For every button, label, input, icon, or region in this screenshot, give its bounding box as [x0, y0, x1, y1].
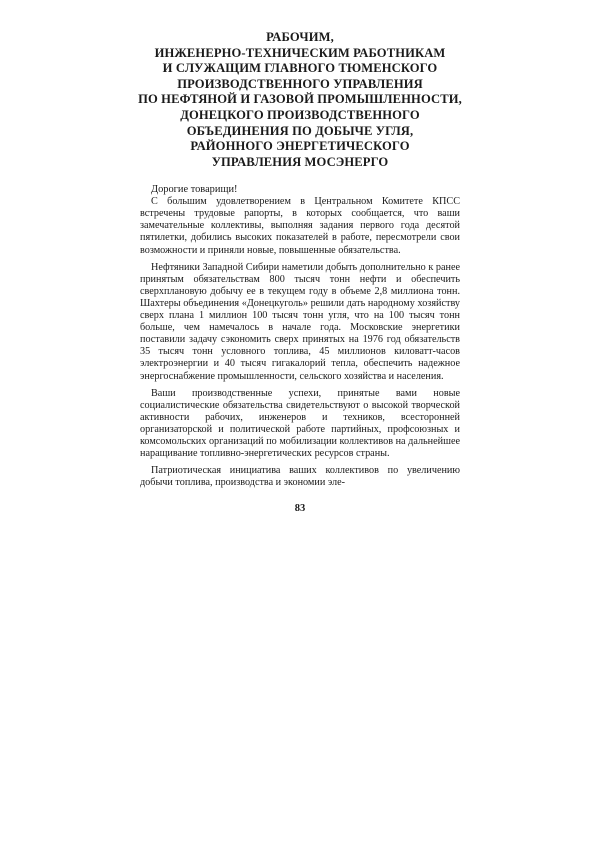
- page-number: 83: [294, 503, 306, 514]
- address-heading: [120, 30, 480, 170]
- heading-line: И СЛУЖАЩИМ ГЛАВНОГО ТЮМЕНСКОГО: [162, 61, 438, 76]
- letter-body: [140, 184, 460, 489]
- heading-line: ПО НЕФТЯНОЙ И ГАЗОВОЙ ПРОМЫШЛЕННОСТИ,: [138, 92, 462, 107]
- heading-line: УПРАВЛЕНИЯ МОСЭНЕРГО: [211, 154, 389, 169]
- heading-line: ИНЖЕНЕРНО-ТЕХНИЧЕСКИМ РАБОТНИКАМ: [154, 45, 446, 60]
- heading-line: РАБОЧИМ,: [266, 30, 334, 44]
- heading-line: РАЙОННОГО ЭНЕРГЕТИЧЕСКОГО: [190, 139, 410, 154]
- paragraph: С большим удовлетворением в Центральном Комитете КПСС встречены трудовые рапорты, в которых сообщается, что ваши замечательные коллективы, выполняя задания первого года десятой пятилетки, добились высоких показателей в работе, пересмотрели свои возможности и приняли новые, повышенные обязательства.: [140, 196, 460, 256]
- greeting: Дорогие товарищи!: [151, 184, 238, 195]
- heading-line: ОБЪЕДИНЕНИЯ ПО ДОБЫЧЕ УГЛЯ,: [186, 123, 414, 138]
- paragraph: Патриотическая инициатива ваших коллективов по увеличению добычи топлива, производства и экономии эле-: [140, 465, 460, 489]
- paragraph: Ваши производственные успехи, принятые вами новые социалистические обязательства свидетельствуют о высокой творческой активности рабочих, инженеров и техников, всесторонней организаторской и политической работе партийных, профсоюзных и комсомольских организаций по мобилизации коллективов на дальнейшее наращивание топливно-энергетических ресурсов страны.: [140, 387, 460, 460]
- heading-line: ПРОИЗВОДСТВЕННОГО УПРАВЛЕНИЯ: [177, 76, 423, 91]
- heading-line: ДОНЕЦКОГО ПРОИЗВОДСТВЕННОГО: [180, 107, 420, 122]
- paragraph: Нефтяники Западной Сибири наметили добыть дополнительно к ранее принятым обязательствам 800 тысяч тонн нефти и обеспечить сверхплановую добычу ее в текущем году в объеме 2,8 миллиона тонн. Шахтеры объединения «Донецкуголь» решили дать народному хозяйству сверх плана 1 миллион 100 тысяч тонн угля, что на 100 тысяч тонн больше, чем намечалось в начале года. Московские энергетики поставили задачу сэкономить сверх принятых на 1976 год обязательств 35 тысяч тонн условного топлива, 45 миллионов киловатт-часов электроэнергии и 40 тысяч гигакалорий тепла, обеспечить надежное энергоснабжение промышленности, сельского хозяйства и населения.: [140, 261, 460, 382]
